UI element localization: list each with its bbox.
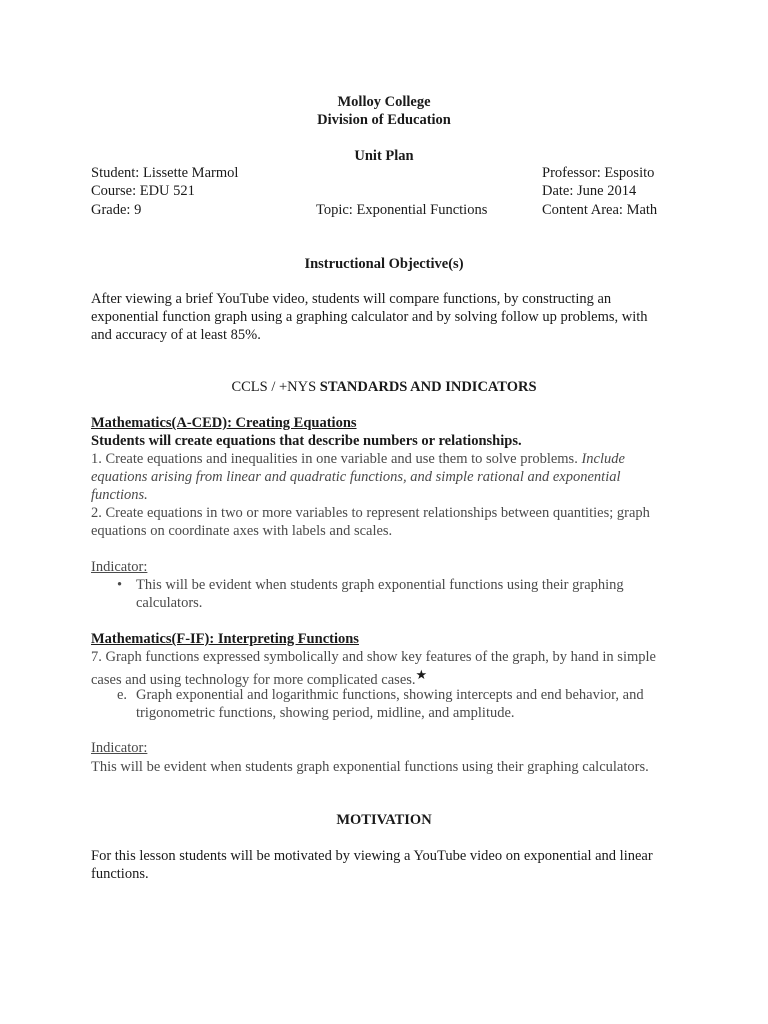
sub-item-mark: e. [117,687,128,703]
document-title: Unit Plan [354,148,414,164]
standards-heading-bold: STANDARDS AND INDICATORS [319,379,537,395]
motivation-line: For this lesson students will be motivated by viewing a YouTube video on exponential and linear [91,848,653,864]
bullet-text [136,576,681,612]
fif-indicator-label: Indicator: [91,740,148,756]
fif-item-7 [91,648,681,689]
aced-item-1-cont: equations arising from linear and quadratic functions, and simple rational and exponential [91,469,621,485]
student-name: Student: Lissette Marmol [91,165,239,181]
bullet-line: calculators. [136,595,203,611]
motivation-paragraph [91,847,681,883]
aced-item-1-text: 1. Create equations and inequalities in one variable and use them to solve problems. [91,451,582,467]
aced-item-1-cont: functions. [91,487,148,503]
aced-item-1-italic: Include [581,451,625,467]
aced-item-2-cont: equations on coordinate axes with labels and scales. [91,523,393,539]
star-icon: ★ [415,667,428,682]
date: Date: June 2014 [542,183,637,199]
bullet-line: This will be evident when students graph exponential functions using their graphing [136,577,624,593]
fif-item-7-line: 7. Graph functions expressed symbolically and show key features of the graph, by hand in simple [91,649,656,665]
bullet-mark: • [117,577,123,593]
aced-subheading: Students will create equations that describe numbers or relationships. [91,433,522,449]
division-name: Division of Education [317,112,451,128]
objectives-line: and accuracy of at least 85%. [91,327,261,343]
aced-item-1 [91,450,681,468]
content-area: Content Area: Math [542,202,658,218]
objectives-paragraph [91,290,681,344]
fif-heading: Mathematics(F-IF): Interpreting Functions [91,631,359,647]
college-name: Molloy College [337,94,431,110]
fif-item-7-text: cases and using technology for more complicated cases. [91,672,416,688]
motivation-heading: MOTIVATION [336,812,432,828]
standards-heading [0,378,768,396]
sub-item-line: trigonometric functions, showing period, midline, and amplitude. [136,705,515,721]
fif-sub-item-e [91,686,681,722]
aced-indicator-label: Indicator: [91,559,148,575]
aced-items [91,450,681,540]
aced-heading: Mathematics(A-CED): Creating Equations [91,415,357,431]
aced-item-2: 2. Create equations in two or more variables to represent relationships between quantities; graph [91,505,650,521]
professor-name: Professor: Esposito [542,165,655,181]
sub-item-line: Graph exponential and logarithmic functions, showing intercepts and end behavior, and [136,687,644,703]
objectives-line: After viewing a brief YouTube video, students will compare functions, by constructing an [91,291,612,307]
grade-level: Grade: 9 [91,202,142,218]
objectives-line: exponential function graph using a graphing calculator and by solving follow up problems, with [91,309,648,325]
standards-heading-prefix: CCLS / +NYS [231,379,320,395]
motivation-line: functions. [91,866,149,882]
topic: Topic: Exponential Functions [316,202,488,218]
sub-item-text [136,686,681,722]
objectives-heading: Instructional Objective(s) [304,256,464,272]
fif-indicator-text: This will be evident when students graph exponential functions using their graphing calculators. [91,759,649,775]
aced-indicator-bullet [91,576,681,612]
course-code: Course: EDU 521 [91,183,195,199]
